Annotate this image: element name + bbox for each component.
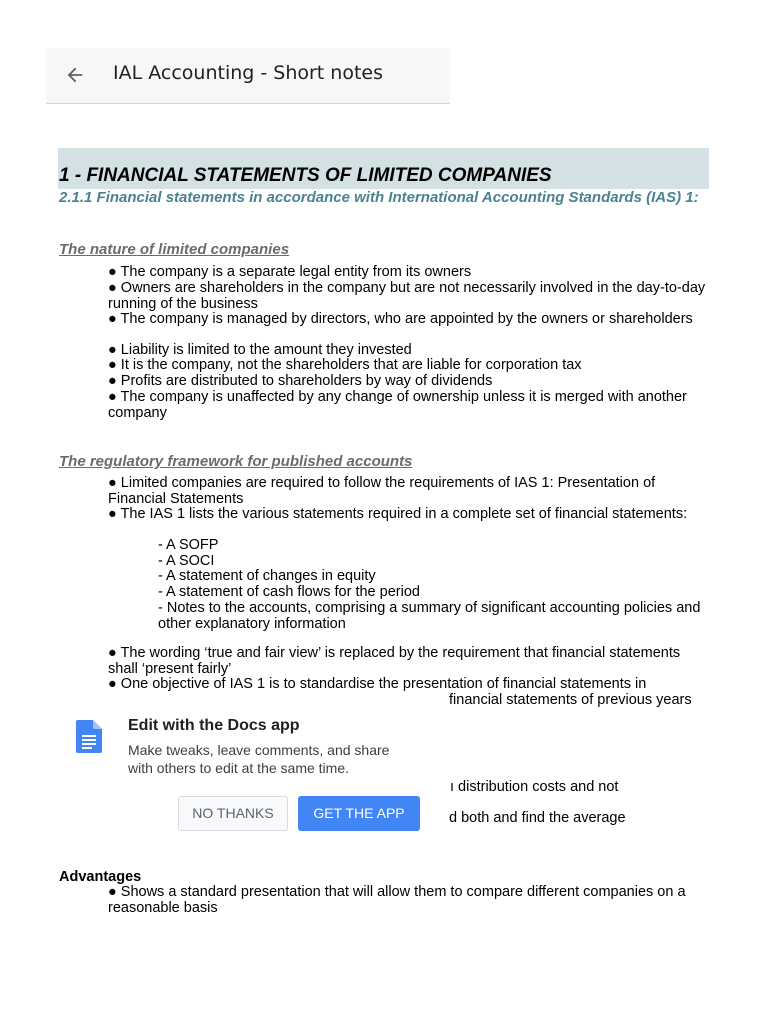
- section-title-framework: The regulatory framework for published accounts: [59, 453, 413, 470]
- list-item: ● One objective of IAS 1 is to standardise the presentation of financial statements in: [108, 676, 647, 692]
- list-item: ● Owners are shareholders in the company but are not necessarily involved in the day-to-day running of the business: [108, 280, 706, 312]
- list-item: ● The company is managed by directors, who are appointed by the owners or shareholders: [108, 311, 693, 327]
- arrow-back-icon[interactable]: [64, 64, 86, 86]
- promo-title: Edit with the Docs app: [128, 717, 300, 734]
- get-the-app-button[interactable]: GET THE APP: [298, 796, 420, 831]
- document-title: IAL Accounting - Short notes: [113, 62, 383, 84]
- list-item: ● It is the company, not the shareholders that are liable for corporation tax: [108, 357, 582, 373]
- list-item: ● The company is unaffected by any change of ownership unless it is merged with another company: [108, 389, 687, 421]
- advantages-title: Advantages: [59, 869, 142, 885]
- sub-list-item: - A SOFP: [158, 537, 219, 553]
- sub-list-item: - Notes to the accounts, comprising a summary of significant accounting policies and other explanatory information: [158, 600, 701, 632]
- list-item: ● Liability is limited to the amount they invested: [108, 342, 412, 358]
- docs-app-promo: [58, 708, 448, 840]
- partial-text: ı distribution costs and not: [450, 779, 619, 795]
- list-item: ● The company is a separate legal entity from its owners: [108, 264, 472, 280]
- sub-list-item: - A statement of cash flows for the period: [158, 584, 420, 600]
- google-docs-icon: [76, 720, 102, 753]
- sub-list-item: - A statement of changes in equity: [158, 568, 376, 584]
- document-subheading: 2.1.1 Financial statements in accordance with International Accounting Standards (IAS) 1:: [59, 189, 699, 206]
- list-item: ● Profits are distributed to shareholders by way of dividends: [108, 373, 493, 389]
- sub-list-item: - A SOCI: [158, 553, 215, 569]
- app-toolbar: [46, 48, 450, 104]
- document-heading: 1 - FINANCIAL STATEMENTS OF LIMITED COMPANIES: [59, 165, 552, 186]
- partial-text: d both and find the average: [449, 810, 626, 826]
- partial-text: financial statements of previous years: [449, 692, 692, 708]
- list-item: ● Limited companies are required to follow the requirements of IAS 1: Presentation of Financial Statements: [108, 475, 656, 507]
- list-item: ● The IAS 1 lists the various statements required in a complete set of financial statements:: [108, 506, 688, 522]
- promo-description: Make tweaks, leave comments, and share with others to edit at the same time.: [128, 742, 390, 776]
- list-item: ● The wording ‘true and fair view’ is replaced by the requirement that financial statements shall ‘present fairly’: [108, 645, 681, 677]
- no-thanks-button[interactable]: NO THANKS: [178, 796, 288, 831]
- section-title-nature: The nature of limited companies: [59, 241, 290, 258]
- list-item: ● Shows a standard presentation that will allow them to compare different companies on a reasonable basis: [108, 884, 686, 916]
